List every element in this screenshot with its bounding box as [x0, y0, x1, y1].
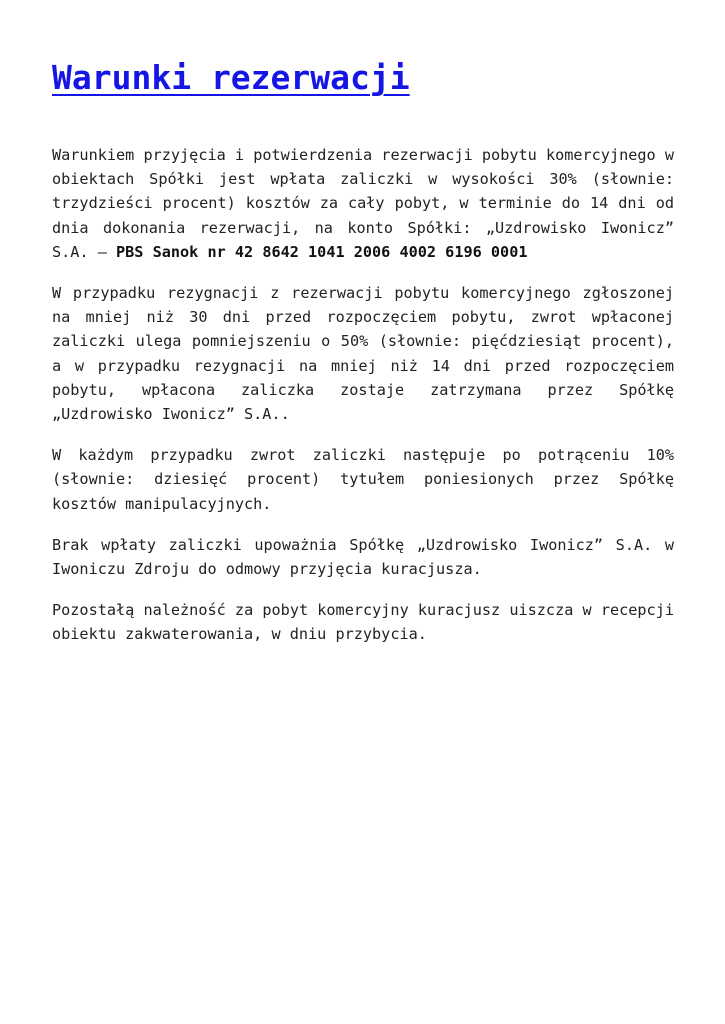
paragraph-advance-payment: [52, 143, 674, 264]
paragraph-no-payment: Brak wpłaty zaliczki upoważnia Spółkę „Uzdrowisko Iwonicz” S.A. w Iwoniczu Zdroju do odmowy przyjęcia kuracjusza.: [52, 535, 674, 579]
document-body: [52, 143, 674, 647]
bank-account-number: PBS Sanok nr 42 8642 1041 2006 4002 6196 0001: [116, 242, 528, 261]
paragraph-remaining-payment: Pozostałą należność za pobyt komercyjny kuracjusz uiszcza w recepcji obiektu zakwaterowania, w dniu przybycia.: [52, 601, 674, 644]
paragraph-text: Warunkiem przyjęcia i potwierdzenia rezerwacji pobytu komercyjnego w obiektach Spółki jest wpłata zaliczki w wysokości 30% (słownie: trzydzieści procent) kosztów za cały pobyt, w terminie do 14 dni od dnia dokonania rezerwacji, na konto Spółki: „Uzdrowisko Iwonicz” S.A. –: [52, 146, 674, 261]
paragraph-refund-deduction: W każdym przypadku zwrot zaliczki następuje po potrąceniu 10% (słownie: dziesięć procent) tytułem poniesionych przez Spółkę kosztów manipulacyjnych.: [52, 446, 674, 513]
paragraph-cancellation: W przypadku rezygnacji z rezerwacji pobytu komercyjnego zgłoszonej na mniej niż 30 dni przed rozpoczęciem pobytu, zwrot wpłaconej zaliczki ulega pomniejszeniu o 50% (słownie: pięćdziesiąt procent), a w przypadku rezygnacji na mniej niż 14 dni przed rozpoczęciem pobytu, wpłacona zaliczka zostaje zatrzymana przez Spółkę „Uzdrowisko Iwonicz” S.A..: [52, 284, 674, 424]
page-title-link[interactable]: Warunki rezerwacji: [52, 58, 410, 97]
document-page: [52, 0, 674, 664]
